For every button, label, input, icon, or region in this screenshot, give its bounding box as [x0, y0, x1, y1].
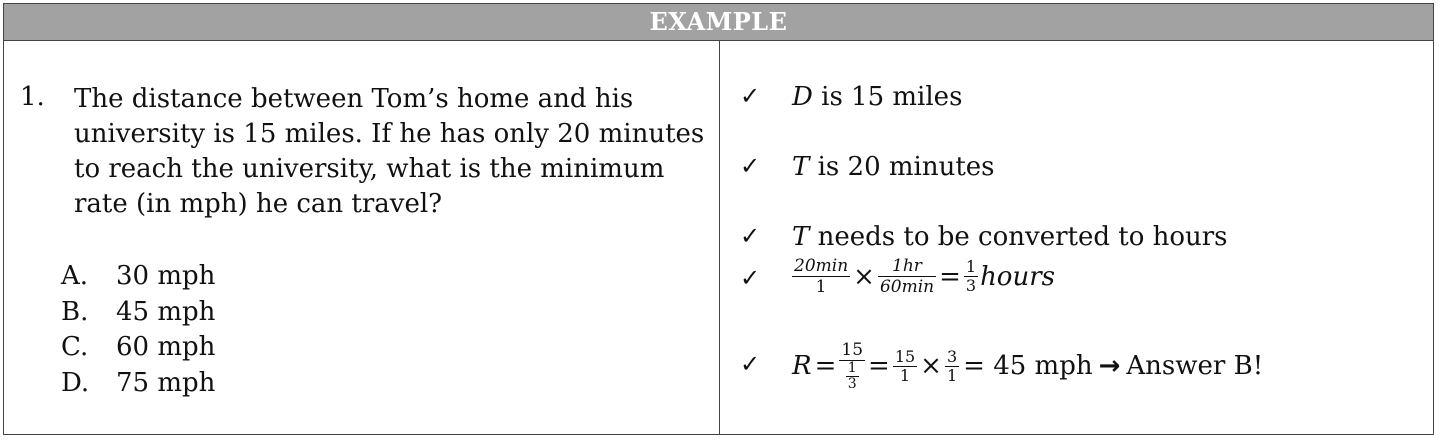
- option-text: 60 mph: [116, 332, 216, 362]
- option-text: 45 mph: [116, 296, 216, 327]
- step-text: is 15 miles: [812, 82, 963, 112]
- checkmark-icon: ✓: [740, 222, 761, 250]
- fraction-20min-over-1: $\frac{20\min}{1}$: [794, 256, 849, 297]
- example-box: [3, 3, 1434, 435]
- variable-t: T: [792, 222, 810, 252]
- option-text: 75 mph: [116, 367, 216, 398]
- option-c: [61, 330, 215, 366]
- equals-sign: =: [814, 351, 837, 381]
- fraction-1hr-over-60min: $\frac{1hr}{60\min}$: [879, 256, 935, 297]
- hours-unit: hours: [980, 261, 1055, 292]
- result-text: = 45 mph: [963, 351, 1093, 381]
- step-text: is 20 minutes: [809, 152, 995, 182]
- variable-d: D: [792, 82, 813, 112]
- option-b: [61, 295, 215, 331]
- option-letter: C.: [61, 332, 89, 362]
- example-header: EXAMPLE: [4, 4, 1433, 41]
- column-divider: [719, 41, 720, 434]
- option-letter: B.: [61, 296, 89, 327]
- times-sign: ×: [853, 261, 875, 292]
- checkmark-icon: ✓: [740, 264, 761, 292]
- checkmark-icon: ✓: [740, 152, 761, 180]
- answer-text: Answer B!: [1126, 351, 1264, 381]
- answer-options: [61, 259, 215, 401]
- equals-sign: =: [868, 351, 890, 381]
- rate-equation: [792, 340, 1263, 392]
- fraction-3-over-1: $\frac{3}{1}$: [946, 346, 958, 385]
- right-arrow-icon: →: [1098, 351, 1121, 381]
- times-sign: ×: [920, 351, 942, 381]
- conversion-equation: [792, 256, 1055, 297]
- option-d: [61, 366, 215, 402]
- question-number: 1.: [20, 82, 45, 112]
- variable-r: R: [792, 351, 812, 381]
- option-letter: A.: [61, 261, 89, 291]
- checkmark-icon: ✓: [740, 82, 761, 110]
- step-text: needs to be converted to hours: [809, 222, 1228, 252]
- option-text: 30 mph: [116, 261, 216, 291]
- option-letter: D.: [61, 367, 90, 398]
- fraction-15-over-one-third: $\frac{15}{\frac{1}{3}}$: [841, 340, 864, 392]
- fraction-15-over-1: $\frac{15}{1}$: [894, 346, 916, 385]
- fraction-one-third: $\frac{1}{3}$: [965, 257, 977, 295]
- equals-sign: =: [939, 261, 961, 292]
- fraction-one-third: $\frac{1}{3}$: [847, 360, 857, 392]
- variable-t: T: [792, 152, 810, 182]
- option-a: [61, 259, 215, 295]
- checkmark-icon: ✓: [740, 350, 761, 378]
- question-text: The distance between Tom’s home and his university is 15 miles. If he has only 20 minutes to reach the university, what is the minimum rate (in mph) he can travel?: [74, 84, 705, 219]
